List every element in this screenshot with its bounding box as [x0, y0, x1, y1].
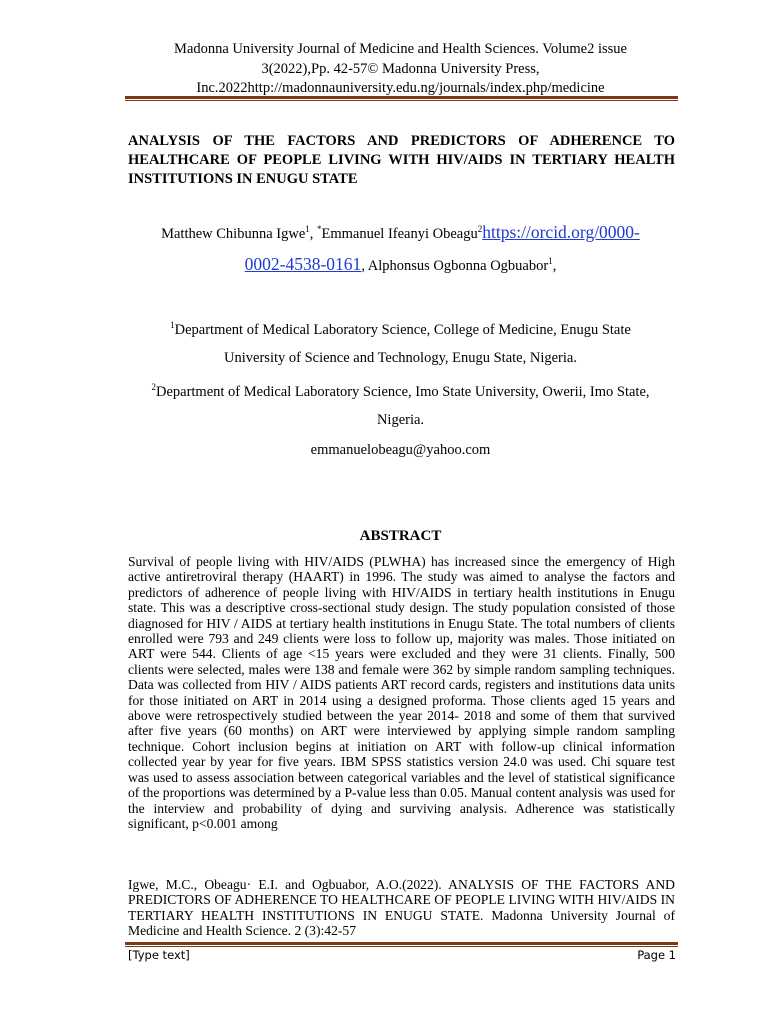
citation-text: Igwe, M.C., Obeagu· E.I. and Ogbuabor, A.O.(2022). ANALYSIS OF THE FACTORS AND PREDICTORS OF ADHERENCE TO HEALTHCARE OF PEOPLE LIVING WITH HIV/AIDS IN TERTIARY HEALTH INSTITUTIONS IN ENUGU STATE. Madonna University Journal of Medicine and Health Science. 2 (3):42-57: [128, 877, 675, 939]
header-rule-thin: [125, 100, 678, 101]
abstract-heading: ABSTRACT: [359, 528, 442, 544]
orcid-link-part-2: 0002-4538-0161: [244, 254, 362, 274]
journal-header-line-3: Inc.2022http://madonnauniversity.edu.ng/journals/index.php/medicine: [196, 80, 605, 96]
abstract-body: Survival of people living with HIV/AIDS (PLWHA) has increased since the emergency of High active antiretroviral therapy (HAART) in 1996. The study was aimed to analyse the factors and predictors of adherence of people living with HIV/AIDS in tertiary health institutions in Enugu state. This was a descriptive cross-sectional study design. The study population consisted of those diagnosed for HIV / AIDS at tertiary health institutions in Enugu State. The total numbers of clients enrolled were 793 and 249 clients were loss to follow up, majority was males. Those initiated on ART were 544. Clients of age <15 years were excluded and they were 31 clients. Finally, 500 clients were selected, males were 138 and female were 362 by simple random sampling techniques. Data was collected from HIV / AIDS patients ART record cards, registers and institutions data units for those initiated on ART in 2014 using a designed proforma. Those clients aged 15 years and above were retrospectively studied between the year 2014- 2018 and some of them that survived after five years (60 months) on ART were interviewed by applying simple random sampling technique. Cohort inclusion begins at initiation on ART with follow-up clinical information collected year by year for five years. IBM SPSS statistics version 24.0 was used. Chi square test was used to assess association between categorical variables and the level of statistical significance of the proportions was determined by a P-value less than 0.05. Manual content analysis was used for the interview and probability of dying and surviving analysis. Adherence was statistically significant, p<0.001 among: [128, 554, 675, 831]
footer-rule: [125, 942, 678, 945]
journal-header-line-1: Madonna University Journal of Medicine and Health Sciences. Volume2 issue: [174, 41, 627, 57]
header-rule: [125, 96, 678, 99]
author-affiliation-mark-3: 1: [548, 256, 553, 266]
paper-title: ANALYSIS OF THE FACTORS AND PREDICTORS OF ADHERENCE TO HEALTHCARE OF PEOPLE LIVING WITH HIV/AIDS IN TERTIARY HEALTH INSTITUTIONS IN ENUGU STATE: [128, 133, 675, 187]
author-affiliation-mark-1: 1: [305, 224, 310, 234]
author-separator: ,: [361, 258, 368, 274]
journal-header: [128, 40, 673, 99]
author-list-trailing: ,: [552, 258, 557, 274]
author-name-3: Alphonsus Ogbonna Ogbuabor: [367, 258, 549, 274]
affiliation-1: [128, 316, 673, 372]
footer-placeholder-text: [Type text]: [128, 948, 190, 962]
page-number: Page 1: [637, 948, 676, 962]
affiliation-1-line-2: University of Science and Technology, Enugu State, Nigeria.: [224, 350, 577, 366]
affiliation-2-line-1: Department of Medical Laboratory Science, Imo State University, Owerii, Imo State,: [155, 384, 650, 400]
author-separator: ,: [309, 226, 318, 242]
author-name-2: Emmanuel Ifeanyi Obeagu: [321, 226, 478, 242]
orcid-link-part-1: https://orcid.org/0000-: [482, 222, 640, 242]
journal-header-line-2: 3(2022),Pp. 42-57© Madonna University Press,: [261, 60, 540, 77]
author-list: [128, 217, 673, 281]
contact-email: emmanuelobeagu@yahoo.com: [310, 442, 491, 458]
affiliation-2-line-2: Nigeria.: [376, 412, 425, 428]
affiliation-2: [128, 378, 673, 434]
affiliation-number-1: 1: [170, 320, 175, 330]
footer-rule-thin: [125, 946, 678, 947]
affiliation-number-2: 2: [151, 382, 156, 392]
author-affiliation-mark-2: 2: [477, 224, 483, 234]
affiliation-1-line-1: Department of Medical Laboratory Science, College of Medicine, Enugu State: [174, 322, 631, 338]
corresponding-author-mark: *: [317, 224, 322, 234]
author-name-1: Matthew Chibunna Igwe: [161, 226, 306, 242]
